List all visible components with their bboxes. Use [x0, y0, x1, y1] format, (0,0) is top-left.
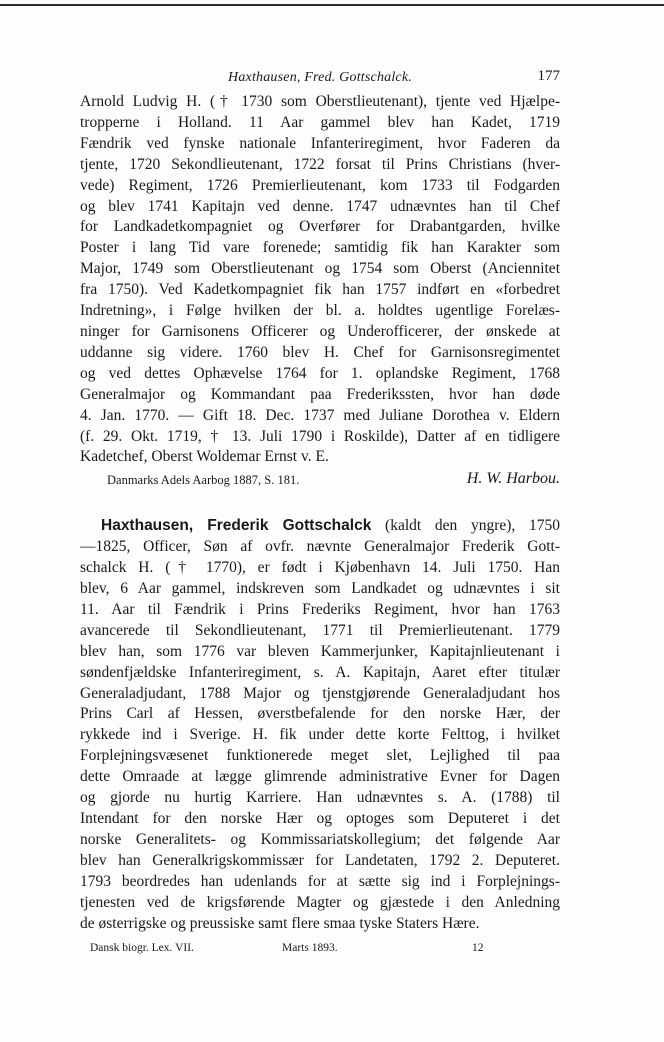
text-line: Arnold Ludvig H. († 1730 som Oberstlieutenant), tjente ved Hjælpe-	[80, 93, 560, 110]
entry-1-author: H. W. Harbou.	[466, 470, 560, 488]
text-line: Prins Carl af Hessen, øverstbefalende for den norske Hær, der	[80, 705, 560, 723]
text-line: for Landkadetkompagniet og Overfører for Drabantgarden, hvilke	[80, 218, 560, 236]
footer-date: Marts 1893.	[282, 942, 338, 955]
entry-text-2	[80, 516, 560, 934]
text-line: Forplejningsvæsenet funktionerede meget slet, Lejlighed til paa	[80, 747, 560, 765]
text-line: og ved dettes Ophævelse 1764 for 1. oplandske Regiment, 1768	[80, 364, 560, 382]
text-line: Generalmajor og Kommandant paa Frederikssten, hvor han døde	[80, 385, 560, 403]
text-line: 4. Jan. 1770. — Gift 18. Dec. 1737 med Juliane Dorothea v. Eldern	[80, 406, 560, 424]
text-line: rykkede ind i Sverige. H. fik under dette korte Felttog, i hvilket	[80, 726, 560, 744]
entry-gap	[80, 492, 560, 516]
text-line: uddanne sig videre. 1760 blev H. Chef for Garnisonsregimentet	[80, 343, 560, 361]
text-line: Kadetchef, Oberst Woldemar Ernst v. E.	[80, 448, 329, 466]
page-number: 177	[537, 68, 560, 84]
entry-2-first-line-rest: (kaldt den yngre), 1750	[371, 517, 560, 535]
text-line: —1825, Officer, Søn af ovfr. nævnte Generalmajor Frederik Gott-	[80, 538, 560, 556]
text-line: avancerede til Sekondlieutenant, 1771 til Premierlieutenant. 1779	[80, 621, 560, 639]
text-line: Intendant for den norske Hær og optoges som Deputeret i det	[80, 810, 560, 827]
page	[80, 62, 560, 960]
text-line: og blev 1741 Kapitajn ved denne. 1747 udnævntes han til Chef	[80, 197, 560, 215]
text-line: ninger for Garnisonens Officerer og Underofficerer, der ønskede at	[80, 322, 560, 340]
running-head	[80, 62, 560, 92]
top-rule	[0, 4, 664, 6]
text-line: 11. Aar til Fændrik i Prins Frederiks Regiment, hvor han 1763	[80, 600, 560, 618]
text-line: og gjorde nu hurtig Karriere. Han udnævntes s. A. (1788) til	[80, 789, 560, 807]
footer-sheet: 12	[472, 942, 484, 955]
text-line: blev han Generalkrigskommissær for Landetaten, 1792 2. Deputeret.	[80, 851, 560, 869]
running-head-title: Haxthausen, Fred. Gottschalck.	[228, 70, 412, 85]
text-line: tjenesten ved de krigsførende Magter og gjæstede i den Anledning	[80, 893, 560, 911]
text-line: Indretning», i Følge hvilken der bl. a. holdtes ugentlige Forelæs-	[80, 302, 560, 320]
text-line: (f. 29. Okt. 1719, † 13. Juli 1790 i Roskilde), Datter af en tidligere	[80, 427, 560, 445]
text-line: Fændrik ved fynske nationale Infanteriregiment, hvor Faderen da	[80, 134, 560, 152]
page-footer	[80, 938, 560, 960]
text-line: tropperne i Holland. 11 Aar gammel blev han Kadet, 1719	[80, 113, 560, 131]
text-line: vede) Regiment, 1726 Premierlieutenant, kom 1733 til Fodgarden	[80, 176, 560, 194]
text-line: tjente, 1720 Sekondlieutenant, 1722 forsat til Prins Christians (hver-	[80, 155, 560, 173]
entry-1-source-row	[80, 470, 560, 492]
text-line: fra 1750). Ved Kadetkompagniet fik han 1757 indført en «forbedret	[80, 281, 560, 299]
text-line: blev, 6 Aar gammel, indskreven som Landkadet og udnævntes i sit	[80, 580, 560, 598]
entry-2-headword: Haxthausen, Frederik Gottschalck	[101, 517, 372, 535]
text-line: Major, 1749 som Oberstlieutenant og 1754 som Oberst (Anciennitet	[80, 260, 560, 278]
text-line: schalck H. († 1770), er født i Kjøbenhavn 14. Juli 1750. Han	[80, 559, 560, 577]
text-line: Generaladjudant, 1788 Major og tjenstgjørende Generaladjudant hos	[80, 684, 560, 702]
text-line: norske Generalitets- og Kommissariatskollegium; det følgende Aar	[80, 830, 560, 848]
entry-1-source: Danmarks Adels Aarbog 1887, S. 181.	[107, 473, 300, 488]
text-line: 1793 beordredes han udenlands for at sætte sig ind i Forplejnings-	[80, 872, 560, 890]
entry-2-first-line	[80, 516, 560, 537]
text-line: de østerrigske og preussiske samt flere smaa tyske Staters Hære.	[80, 914, 480, 932]
text-line: dette Omraade at lægge glimrende administrative Evner for Dagen	[80, 768, 560, 786]
text-line: søndenfjældske Infanteriregiment, s. A. Kapitajn, Aaret efter titulær	[80, 663, 560, 681]
entry-text-1	[80, 92, 560, 468]
text-line: blev han, som 1776 var bleven Kammerjunker, Kapitajnlieutenant i	[80, 642, 560, 660]
footer-signature: Dansk biogr. Lex. VII.	[90, 942, 194, 955]
text-line: Poster i lang Tid vare forenede; samtidig fik han Karakter som	[80, 239, 560, 257]
